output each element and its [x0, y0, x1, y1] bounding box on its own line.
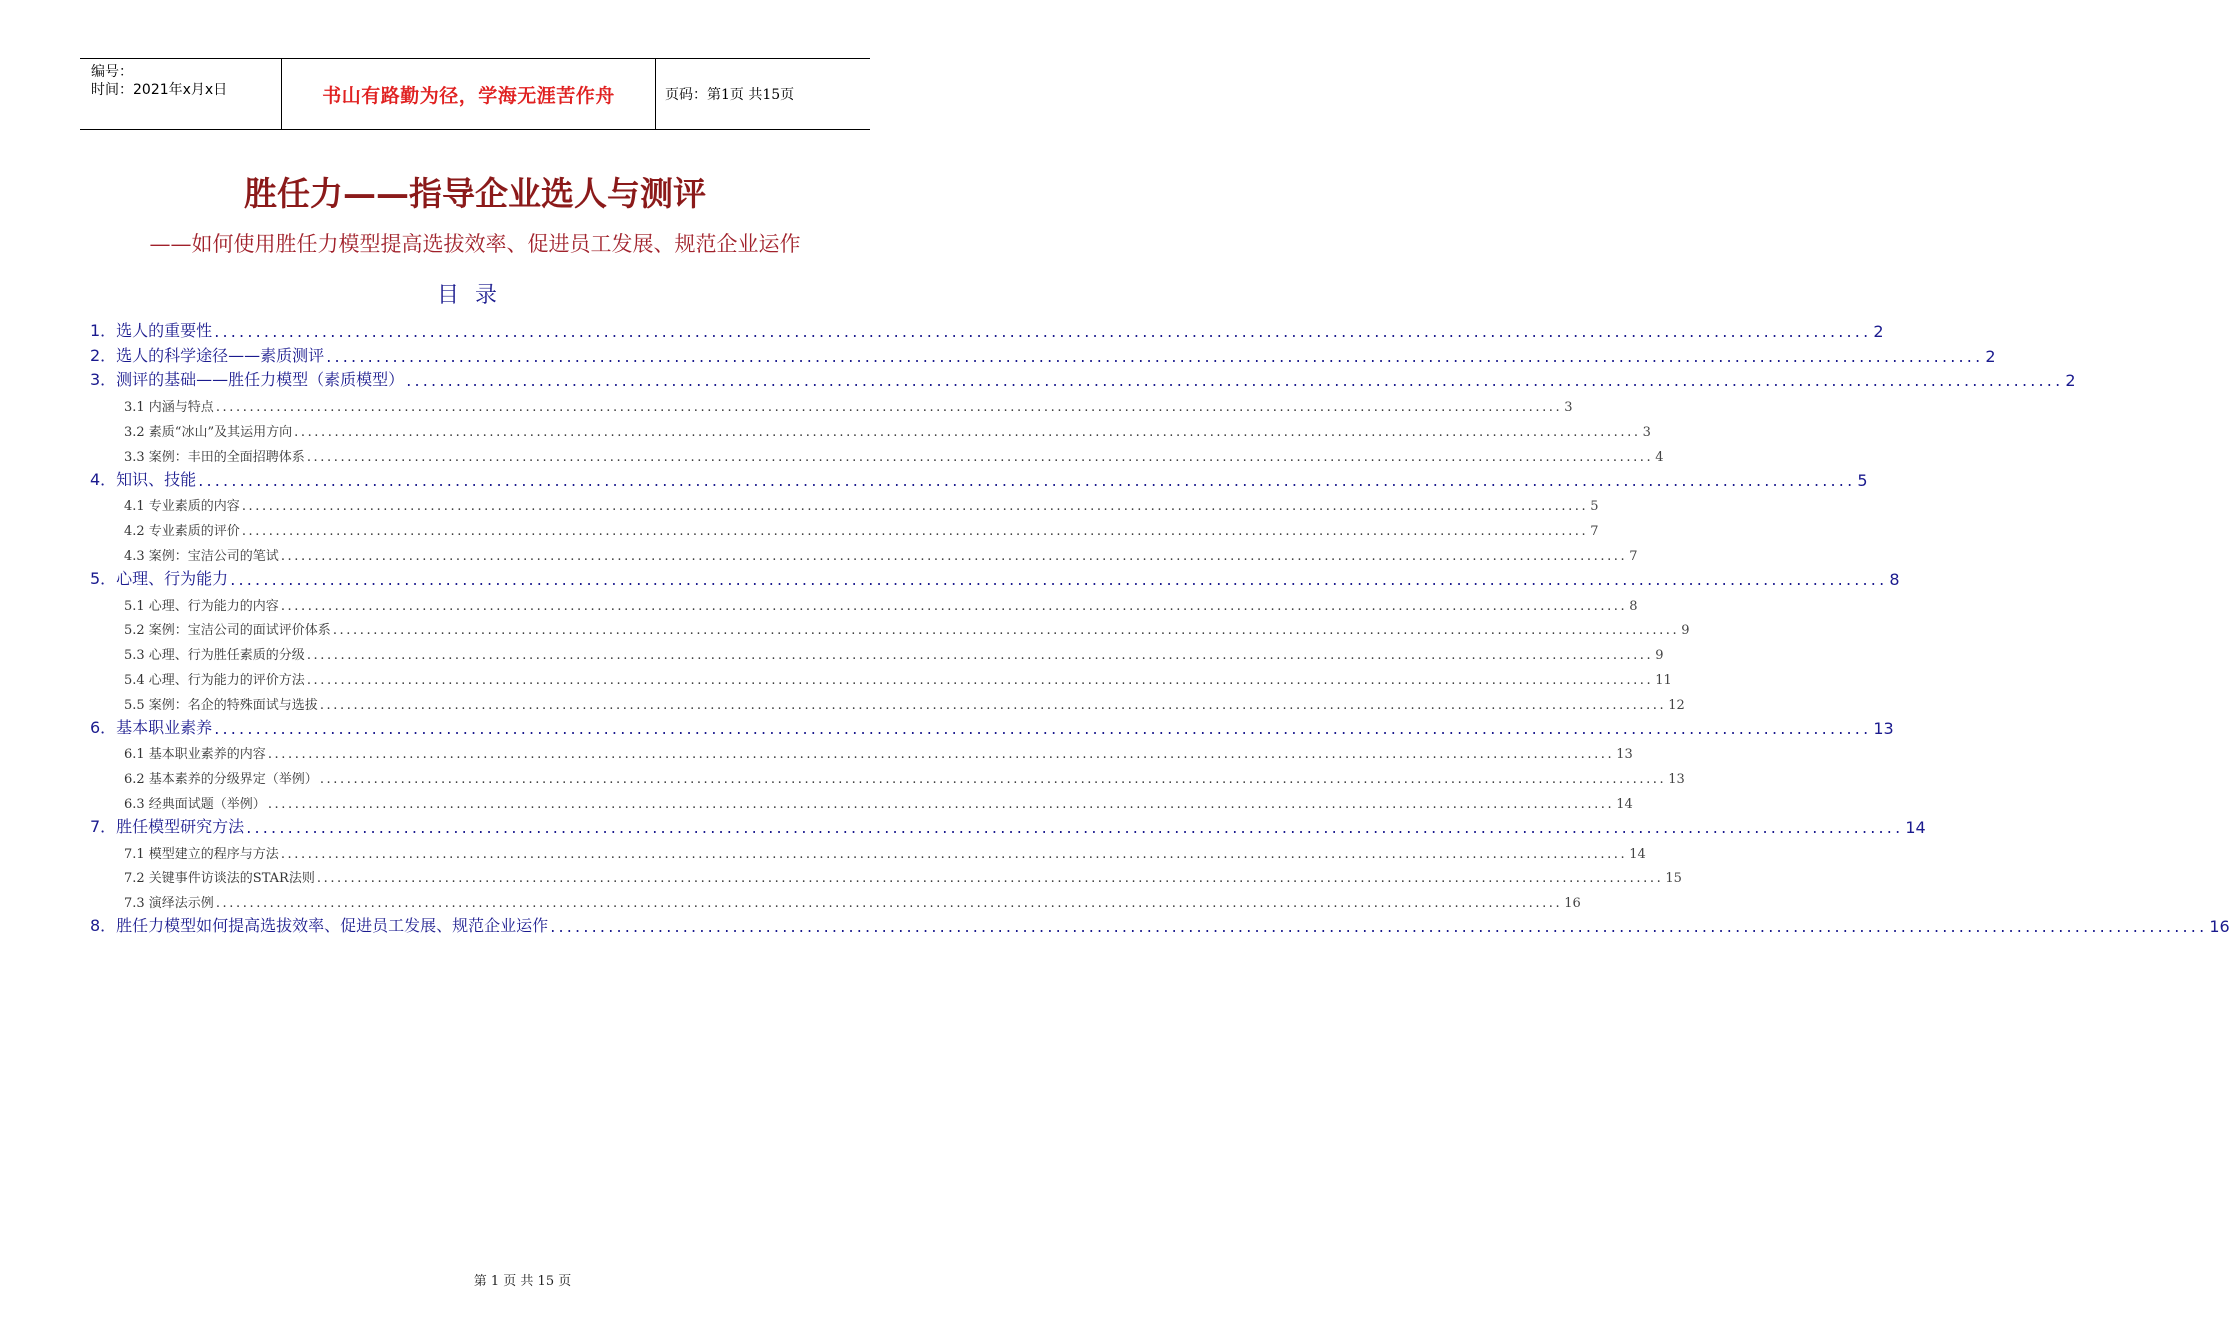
- toc-dot-leader: ........................................................................................................................................................................................................: [214, 321, 1872, 341]
- toc-entry[interactable]: [90, 589, 1638, 614]
- toc-entry-label: 3.2 素质“冰山”及其运用方向: [124, 424, 293, 440]
- toc-entry-label: 8．胜任力模型如何提高选拔效率、促进员工发展、规范企业运作: [90, 915, 549, 935]
- toc-entry[interactable]: [90, 514, 1599, 540]
- table-of-contents: [90, 316, 2230, 936]
- toc-dot-leader: ........................................................................................................................................................................................................: [332, 623, 1680, 639]
- page-footer: 第 1 页 共 15 页: [473, 1274, 572, 1289]
- toc-entry[interactable]: [90, 762, 1685, 788]
- toc-entry-page: 2: [2065, 371, 2076, 391]
- toc-entry[interactable]: [90, 862, 1682, 887]
- toc-entry-label: 3.1 内涵与特点: [124, 400, 214, 416]
- toc-entry-label: 6.1 基本职业素养的内容: [124, 747, 266, 763]
- toc-entry[interactable]: [90, 316, 1884, 341]
- toc-entry-label: 3．测评的基础——胜任力模型（素质模型）: [90, 370, 405, 390]
- toc-entry-label: 7．胜任模型研究方法: [90, 816, 245, 836]
- toc-entry-page: 12: [1668, 697, 1685, 713]
- document-time-label: 时间：2021年x月x日: [91, 82, 228, 98]
- toc-entry-page: 5: [1590, 499, 1599, 515]
- toc-entry[interactable]: [90, 490, 1599, 515]
- toc-dot-leader: ........................................................................................................................................................................................................: [316, 871, 1664, 887]
- toc-entry-label: 5.3 心理、行为胜任素质的分级: [124, 648, 305, 664]
- toc-entry-page: 11: [1655, 672, 1672, 688]
- toc-entry[interactable]: [90, 886, 1581, 912]
- toc-entry-label: 4.1 专业素质的内容: [124, 499, 240, 515]
- document-header: [80, 58, 870, 130]
- toc-dot-leader: ........................................................................................................................................................................................................: [319, 772, 1667, 788]
- toc-entry-label: 5．心理、行为能力: [90, 568, 229, 588]
- toc-entry-label: 4．知识、技能: [90, 469, 197, 489]
- toc-dot-leader: ........................................................................................................................................................................................................: [215, 896, 1563, 912]
- toc-entry-label: 6.2 基本素养的分级界定（举例）: [124, 772, 318, 788]
- document-subtitle: ——如何使用胜任力模型提高选拔效率、促进员工发展、规范企业运作: [149, 232, 801, 256]
- toc-entry-page: 9: [1681, 623, 1690, 639]
- header-page-info: 页码：第1页 共15页: [665, 87, 795, 103]
- header-page-cell: [655, 59, 870, 129]
- toc-entry-page: 13: [1873, 718, 1894, 738]
- toc-entry-label: 6.3 经典面试题（举例）: [124, 796, 266, 812]
- toc-dot-leader: ........................................................................................................................................................................................................: [306, 648, 1654, 664]
- header-motto-cell: [281, 59, 656, 129]
- toc-entry-label: 4.2 专业素质的评价: [124, 524, 240, 540]
- toc-dot-leader: ........................................................................................................................................................................................................: [306, 672, 1654, 688]
- toc-dot-leader: ........................................................................................................................................................................................................: [241, 499, 1589, 515]
- toc-entry-page: 14: [1616, 796, 1633, 812]
- toc-entry-page: 8: [1889, 569, 1900, 589]
- toc-dot-leader: ........................................................................................................................................................................................................: [241, 524, 1589, 540]
- toc-dot-leader: ........................................................................................................................................................................................................: [214, 718, 1872, 738]
- toc-entry-page: 3: [1642, 424, 1651, 440]
- toc-entry-page: 16: [1564, 896, 1581, 912]
- toc-entry-label: 5.4 心理、行为能力的评价方法: [124, 672, 305, 688]
- toc-entry-label: 2．选人的科学途径——素质测评: [90, 345, 325, 365]
- toc-entry-page: 7: [1629, 548, 1638, 564]
- toc-entry-label: 5.5 案例：名企的特殊面试与选拔: [124, 697, 318, 713]
- toc-dot-leader: ........................................................................................................................................................................................................: [306, 449, 1654, 465]
- toc-dot-leader: ........................................................................................................................................................................................................: [319, 697, 1667, 713]
- toc-entry-page: 7: [1590, 524, 1599, 540]
- toc-entry-label: 5.2 案例：宝洁公司的面试评价体系: [124, 623, 331, 639]
- toc-entry-page: 4: [1655, 449, 1664, 465]
- toc-entry[interactable]: [90, 837, 1646, 862]
- toc-entry-page: 5: [1857, 470, 1868, 490]
- toc-entry[interactable]: [90, 738, 1633, 763]
- toc-entry-page: 2: [1985, 346, 1996, 366]
- toc-entry[interactable]: [90, 564, 1900, 589]
- toc-entry[interactable]: [90, 390, 1573, 416]
- toc-entry[interactable]: [90, 440, 1664, 465]
- toc-entry[interactable]: [90, 663, 1672, 688]
- toc-entry[interactable]: [90, 366, 2076, 391]
- toc-entry[interactable]: [90, 911, 2230, 936]
- toc-entry-page: 13: [1668, 772, 1685, 788]
- toc-dot-leader: ........................................................................................................................................................................................................: [198, 470, 1856, 490]
- toc-entry[interactable]: [90, 787, 1633, 812]
- toc-entry[interactable]: [90, 465, 1868, 490]
- toc-entry-page: 2: [1873, 321, 1884, 341]
- toc-dot-leader: ........................................................................................................................................................................................................: [280, 598, 1628, 614]
- toc-entry[interactable]: [90, 713, 1894, 738]
- toc-entry-page: 8: [1629, 598, 1638, 614]
- toc-dot-leader: ........................................................................................................................................................................................................: [326, 346, 1984, 366]
- toc-entry-label: 1．选人的重要性: [90, 320, 213, 340]
- toc-entry-page: 13: [1616, 747, 1633, 763]
- toc-heading: 目录: [436, 283, 513, 308]
- toc-dot-leader: ........................................................................................................................................................................................................: [230, 569, 1888, 589]
- toc-entry-label: 7.3 演绎法示例: [124, 896, 214, 912]
- header-meta-cell: [80, 59, 280, 129]
- toc-entry-page: 14: [1629, 846, 1646, 862]
- toc-dot-leader: ........................................................................................................................................................................................................: [550, 916, 2208, 936]
- toc-entry-page: 3: [1564, 400, 1573, 416]
- toc-entry-label: 7.2 关键事件访谈法的STAR法则: [124, 871, 315, 887]
- toc-entry[interactable]: [90, 614, 1690, 639]
- document-title: 胜任力——指导企业选人与测评: [244, 174, 706, 213]
- toc-entry-page: 15: [1665, 871, 1682, 887]
- header-motto: 书山有路勤为径，学海无涯苦作舟: [322, 84, 615, 107]
- toc-entry[interactable]: [90, 415, 1651, 440]
- toc-entry[interactable]: [90, 812, 1926, 837]
- toc-entry[interactable]: [90, 638, 1664, 664]
- toc-dot-leader: ........................................................................................................................................................................................................: [267, 747, 1615, 763]
- toc-entry-label: 4.3 案例：宝洁公司的笔试: [124, 548, 279, 564]
- toc-entry-label: 6．基本职业素养: [90, 717, 213, 737]
- toc-dot-leader: ........................................................................................................................................................................................................: [280, 548, 1628, 564]
- document-number-label: 编号：: [91, 64, 133, 80]
- toc-entry[interactable]: [90, 688, 1685, 713]
- toc-entry-label: 7.1 模型建立的程序与方法: [124, 846, 279, 862]
- toc-entry-page: 9: [1655, 648, 1664, 664]
- toc-dot-leader: ........................................................................................................................................................................................................: [246, 817, 1904, 837]
- toc-entry-page: 16: [2209, 916, 2230, 936]
- toc-dot-leader: ........................................................................................................................................................................................................: [215, 400, 1563, 416]
- toc-dot-leader: ........................................................................................................................................................................................................: [406, 371, 2064, 391]
- toc-dot-leader: ........................................................................................................................................................................................................: [280, 846, 1628, 862]
- toc-entry-label: 3.3 案例：丰田的全面招聘体系: [124, 449, 305, 465]
- toc-dot-leader: ........................................................................................................................................................................................................: [267, 796, 1615, 812]
- toc-entry[interactable]: [90, 341, 1996, 366]
- toc-entry-page: 14: [1905, 817, 1926, 837]
- toc-entry-label: 5.1 心理、行为能力的内容: [124, 598, 279, 614]
- toc-dot-leader: ........................................................................................................................................................................................................: [294, 424, 1641, 440]
- toc-entry[interactable]: [90, 539, 1638, 564]
